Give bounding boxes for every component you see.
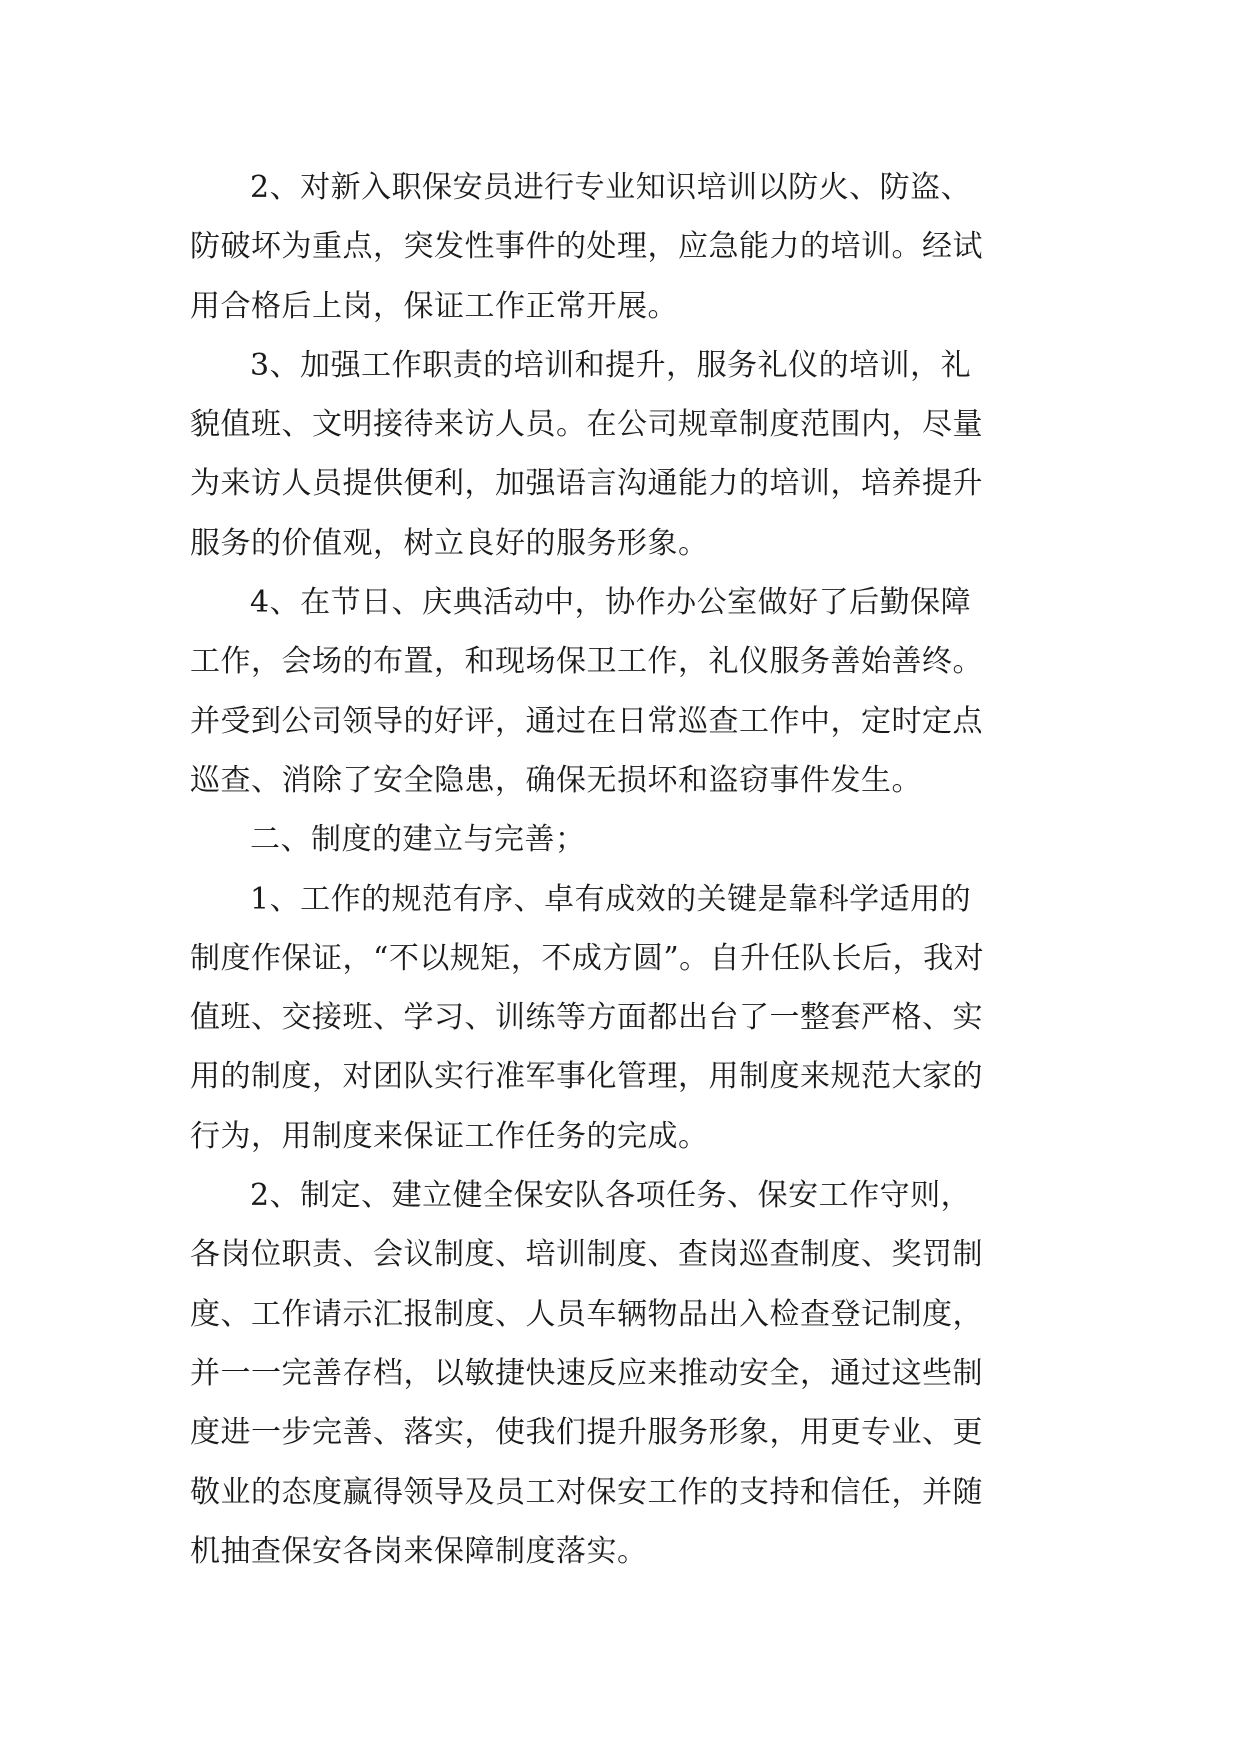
text-line: 敬业的态度赢得领导及员工对保安工作的支持和信任，并随 <box>190 1474 983 1510</box>
text-line: 4、在节日、庆典活动中，协作办公室做好了后勤保障 <box>250 585 972 621</box>
paragraph-event-support <box>190 573 1050 810</box>
text-line: 巡查、消除了安全隐患，确保无损坏和盗窃事件发生。 <box>190 762 922 798</box>
text-line: 为来访人员提供便利，加强语言沟通能力的培训，培养提升 <box>190 466 983 502</box>
text-line: 防破坏为重点，突发性事件的处理，应急能力的培训。经试 <box>190 229 983 265</box>
text-line: 2、制定、建立健全保安队各项任务、保安工作守则， <box>250 1178 972 1214</box>
text-line: 值班、交接班、学习、训练等方面都出台了一整套严格、实 <box>190 1000 983 1036</box>
text-line: 貌值班、文明接待来访人员。在公司规章制度范围内，尽量 <box>190 407 983 443</box>
text-line: 工作，会场的布置，和现场保卫工作，礼仪服务善始善终。 <box>190 644 983 680</box>
paragraph-rules-establishment <box>190 1166 1050 1581</box>
text-line: 二、制度的建立与完善； <box>250 822 586 858</box>
text-line: 1、工作的规范有序、卓有成效的关键是靠科学适用的 <box>250 881 972 917</box>
text-line: 用的制度，对团队实行准军事化管理，用制度来规范大家的 <box>190 1059 983 1095</box>
document-body <box>190 158 1050 1581</box>
text-line: 并一一完善存档，以敏捷快速反应来推动安全，通过这些制 <box>190 1355 983 1391</box>
text-line: 度、工作请示汇报制度、人员车辆物品出入检查登记制度， <box>190 1296 983 1332</box>
paragraph-training-new-guards <box>190 158 1050 336</box>
paragraph-duty-training <box>190 336 1050 573</box>
text-line: 行为，用制度来保证工作任务的完成。 <box>190 1118 709 1154</box>
text-line: 并受到公司领导的好评，通过在日常巡查工作中，定时定点 <box>190 703 983 739</box>
text-line: 服务的价值观，树立良好的服务形象。 <box>190 525 709 561</box>
text-line: 机抽查保安各岗来保障制度落实。 <box>190 1533 648 1569</box>
text-line: 3、加强工作职责的培训和提升，服务礼仪的培训，礼 <box>250 347 972 383</box>
text-line: 用合格后上岗，保证工作正常开展。 <box>190 288 678 324</box>
text-line: 各岗位职责、会议制度、培训制度、查岗巡查制度、奖罚制 <box>190 1237 983 1273</box>
text-line: 2、对新入职保安员进行专业知识培训以防火、防盗、 <box>250 170 972 205</box>
text-line: 度进一步完善、落实，使我们提升服务形象，用更专业、更 <box>190 1415 983 1451</box>
text-line: 制度作保证，“不以规矩，不成方圆”。自升任队长后，我对 <box>190 940 985 976</box>
paragraph-system-guarantee <box>190 870 1050 1166</box>
section-heading-system <box>190 810 1050 869</box>
